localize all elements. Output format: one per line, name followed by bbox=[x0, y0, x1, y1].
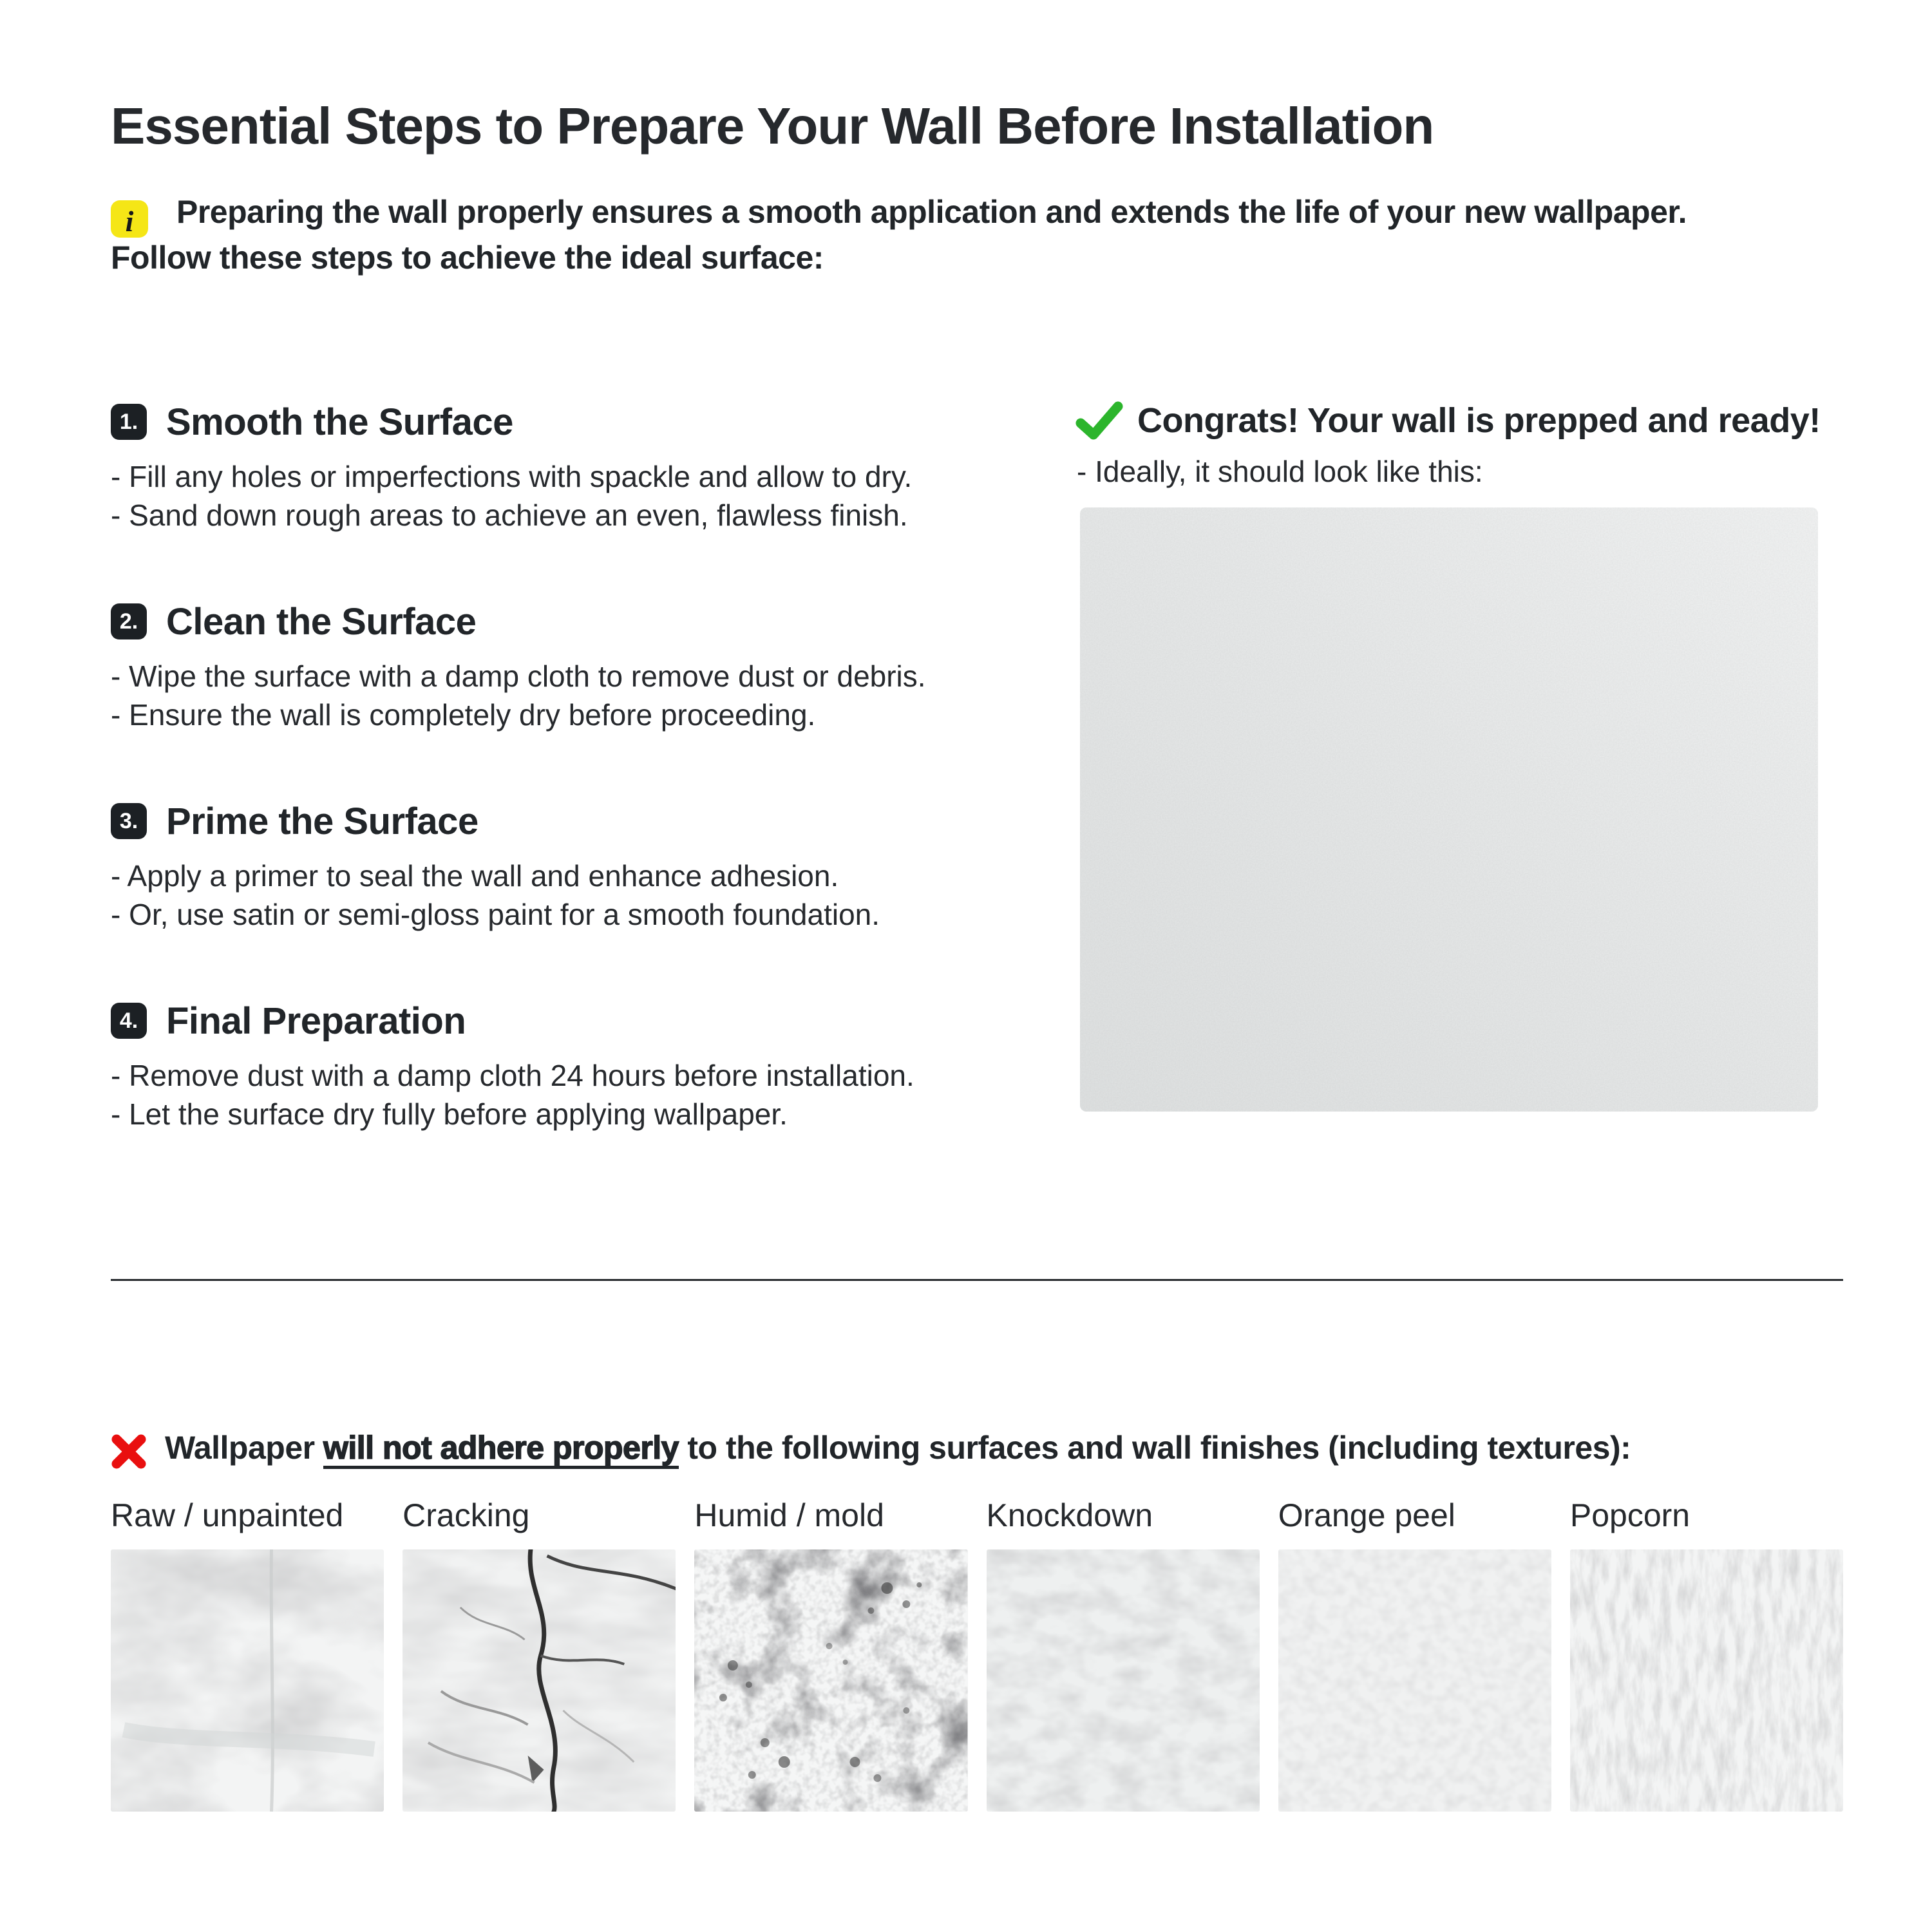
step-2-number-badge: 2. bbox=[111, 603, 147, 639]
surface-tile-knockdown bbox=[987, 1498, 1260, 1812]
step-2-title: Clean the Surface bbox=[166, 600, 477, 643]
step-1-title: Smooth the Surface bbox=[166, 401, 513, 443]
warning-prefix: Wallpaper bbox=[165, 1430, 315, 1466]
step-item-2 bbox=[111, 600, 1070, 734]
success-subtitle: - Ideally, it should look like this: bbox=[1077, 455, 1483, 488]
surface-image-cracking bbox=[402, 1549, 676, 1812]
info-icon-glyph: i bbox=[125, 205, 134, 238]
prepped-wall-image bbox=[1080, 507, 1818, 1112]
surface-image-humid-mold bbox=[694, 1549, 967, 1812]
section-divider bbox=[111, 1279, 1843, 1281]
bad-surfaces-row bbox=[111, 1498, 1843, 1812]
step-2-header bbox=[111, 600, 1070, 643]
step-item-4 bbox=[111, 999, 1070, 1133]
intro-line-2: Follow these steps to achieve the ideal surface: bbox=[111, 240, 824, 276]
step-4-body bbox=[111, 1056, 1070, 1133]
surface-tile-raw-unpainted bbox=[111, 1498, 384, 1812]
step-item-1 bbox=[111, 403, 1070, 535]
surface-label: Raw / unpainted bbox=[111, 1497, 344, 1533]
step-3-body bbox=[111, 857, 1070, 934]
step-1-header bbox=[111, 401, 1070, 443]
step-3-header bbox=[111, 802, 1070, 840]
surface-label: Knockdown bbox=[986, 1497, 1153, 1533]
check-icon bbox=[1075, 401, 1123, 440]
step-4-title: Final Preparation bbox=[166, 999, 466, 1042]
step-3-line-1: - Apply a primer to seal the wall and enhance adhesion. bbox=[111, 859, 839, 893]
x-icon bbox=[111, 1432, 147, 1471]
surface-image-knockdown bbox=[987, 1549, 1260, 1812]
success-header bbox=[1075, 401, 1821, 440]
surface-tile-orange-peel bbox=[1278, 1498, 1551, 1812]
step-4-line-1: - Remove dust with a damp cloth 24 hours before installation. bbox=[111, 1059, 914, 1092]
intro-paragraph bbox=[111, 192, 1908, 278]
step-1-body bbox=[111, 457, 1070, 535]
step-3-line-2: - Or, use satin or semi-gloss paint for a smooth foundation. bbox=[111, 898, 880, 931]
step-3-number-badge: 3. bbox=[111, 803, 147, 839]
step-2-line-2: - Ensure the wall is completely dry before proceeding. bbox=[111, 698, 816, 732]
surface-tile-humid-mold bbox=[694, 1498, 967, 1812]
step-1-line-2: - Sand down rough areas to achieve an even, flawless finish. bbox=[111, 498, 908, 532]
surface-image-orange-peel bbox=[1278, 1549, 1551, 1812]
surface-label: Popcorn bbox=[1569, 1497, 1690, 1533]
surface-tile-cracking bbox=[402, 1498, 676, 1812]
surface-label: Cracking bbox=[402, 1497, 530, 1533]
surface-image-raw-unpainted bbox=[111, 1549, 384, 1812]
warning-text bbox=[165, 1427, 1631, 1468]
surface-image-popcorn bbox=[1570, 1549, 1843, 1812]
surface-label: Humid / mold bbox=[694, 1497, 884, 1533]
step-2-line-1: - Wipe the surface with a damp cloth to remove dust or debris. bbox=[111, 659, 926, 693]
warning-suffix: to the following surfaces and wall finishes (including textures): bbox=[687, 1430, 1631, 1466]
success-title: Congrats! Your wall is prepped and ready! bbox=[1137, 401, 1821, 440]
step-3-title: Prime the Surface bbox=[166, 800, 478, 842]
step-4-header bbox=[111, 999, 1070, 1042]
step-1-line-1: - Fill any holes or imperfections with spackle and allow to dry. bbox=[111, 460, 913, 493]
intro-line-1: Preparing the wall properly ensures a smooth application and extends the life of your new wallpaper. bbox=[176, 194, 1687, 230]
surface-tile-popcorn bbox=[1570, 1498, 1843, 1812]
page-title: Essential Steps to Prepare Your Wall Before Installation bbox=[111, 97, 1434, 155]
info-icon bbox=[111, 200, 148, 238]
step-1-number-badge: 1. bbox=[111, 404, 147, 440]
warning-emphasis: will not adhere properly bbox=[323, 1430, 679, 1466]
step-4-number-badge: 4. bbox=[111, 1003, 147, 1039]
step-item-3 bbox=[111, 802, 1070, 934]
step-4-line-2: - Let the surface dry fully before applying wallpaper. bbox=[111, 1097, 788, 1131]
warning-section bbox=[111, 1427, 1914, 1471]
step-2-body bbox=[111, 657, 1070, 734]
surface-label: Orange peel bbox=[1278, 1497, 1455, 1533]
prepped-wall-texture bbox=[1080, 507, 1818, 1112]
